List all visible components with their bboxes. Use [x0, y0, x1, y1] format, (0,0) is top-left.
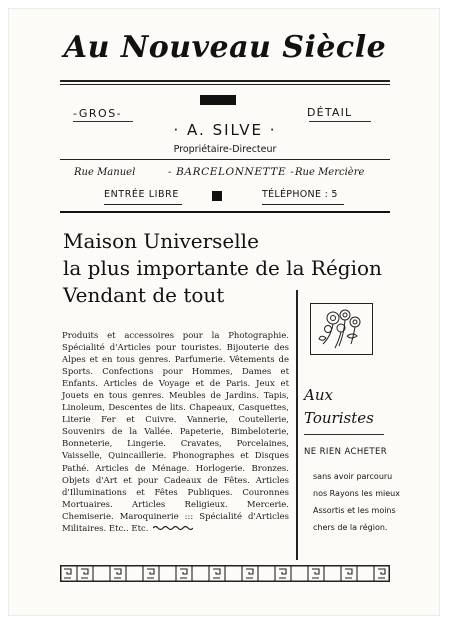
buy-notice: NE RIEN ACHETER	[304, 447, 388, 457]
flower-bouquet-icon	[311, 304, 371, 353]
ornament-flourish-icon	[153, 525, 193, 531]
tourists-underline	[304, 434, 384, 435]
advice-line-4: chers de la région.	[313, 523, 388, 532]
center-square	[212, 191, 222, 201]
advice-line-3: Assortis et les moins	[313, 506, 396, 515]
phone-underline	[262, 204, 344, 205]
headline-line-1: Maison Universelle	[63, 229, 259, 253]
advice-text	[313, 468, 400, 536]
touristes-label: Touristes	[304, 409, 374, 427]
tourists-heading	[304, 384, 394, 430]
headline-line-2: la plus importante de la Région	[63, 256, 382, 280]
headline-line-3: Vendant de tout	[63, 283, 225, 307]
phone-label: TÉLÉPHONE : 5	[262, 189, 338, 200]
town-name: - BARCELONNETTE -	[168, 166, 295, 178]
street-right: Rue Mercière	[295, 167, 365, 178]
aux-label: Aux	[304, 386, 333, 404]
owner-title: Propriétaire-Directeur	[173, 144, 277, 155]
headline	[63, 228, 382, 309]
wholesale-label: -GROS-	[73, 107, 123, 120]
mid-rule	[60, 159, 390, 160]
greek-key-border-icon	[60, 565, 390, 582]
retail-label: DÉTAIL	[307, 106, 353, 119]
top-rule-1	[60, 80, 390, 82]
product-list-text	[62, 330, 289, 535]
shop-title: Au Nouveau Siècle	[63, 30, 387, 65]
advice-line-2: nos Rayons les mieux	[313, 489, 400, 498]
center-bar-top	[200, 95, 236, 105]
product-list: Produits et accessoires pour la Photographie. Spécialité d'Articles pour touristes. Bijouterie des Alpes et en tous genres. Parfumerie. Vêtements de Sports. Confections pour Hommes, Dames et Enfants. Articles de Voyage et de Paris. Jeux et Jouets en tous genres. Meubles de Jardins. Tapis, Linoleum, Descentes de lits. Chapeaux, Casquettes, Literie Fer et Cuivre. Vannerie, Coutellerie, Souvenirs de la Vallée. Papeterie, Bimbeloterie, Bonneterie, Lingerie. Cravates, Porcelaines, Vaisselle, Quincaillerie. Phonographes et Disques Pathé. Articles de Ménage. Horlogerie. Bronzes. Objets d'Art et pour Cadeaux de Fêtes. Articles d'Illuminations et Fêtes Publiques. Couronnes Mortuaires. Articles Religieux. Mercerie. Chemiserie. Maroquinerie ::: Spécialité d'Articles Militaires. Etc.. Etc.	[62, 331, 289, 534]
street-left: Rue Manuel	[74, 167, 136, 178]
owner-name: · A. SILVE ·	[173, 121, 277, 139]
top-rule-2	[60, 84, 390, 85]
flower-frame	[310, 303, 373, 355]
rule-under-info	[60, 211, 390, 213]
advice-line-1: sans avoir parcouru	[313, 472, 393, 481]
entrance-underline	[104, 204, 182, 205]
entrance-label: ENTRÉE LIBRE	[104, 189, 179, 200]
column-divider	[296, 290, 298, 560]
